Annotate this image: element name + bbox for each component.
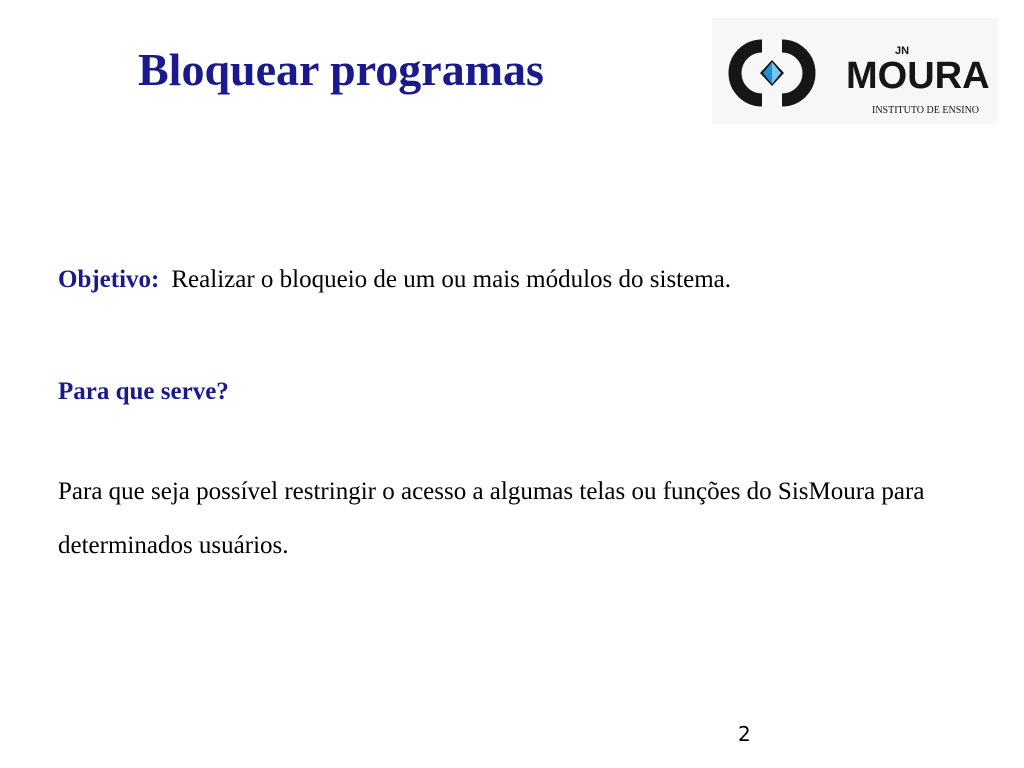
- purpose-heading: Para que serve?: [58, 378, 229, 405]
- moura-logo-graphic: [712, 18, 998, 124]
- logo-brand-text: MOURA: [846, 55, 990, 97]
- logo-left-loop: [735, 46, 762, 100]
- page-number: 2: [738, 722, 751, 746]
- institution-logo: [712, 18, 998, 124]
- objective-label: Objetivo:: [58, 266, 160, 293]
- logo-initials-text: JN: [895, 45, 910, 57]
- logo-tagline-text: INSTITUTO DE ENSINO: [872, 105, 980, 116]
- purpose-body: Para que seja possível restringir o acesso a algumas telas ou funções do SisMoura para determinados usuários.: [58, 478, 925, 559]
- logo-right-loop: [782, 46, 809, 100]
- objective-line: [58, 262, 731, 298]
- slide-title: Bloquear programas: [138, 44, 544, 95]
- objective-text: Realizar o bloqueio de um ou mais módulos do sistema.: [171, 266, 732, 293]
